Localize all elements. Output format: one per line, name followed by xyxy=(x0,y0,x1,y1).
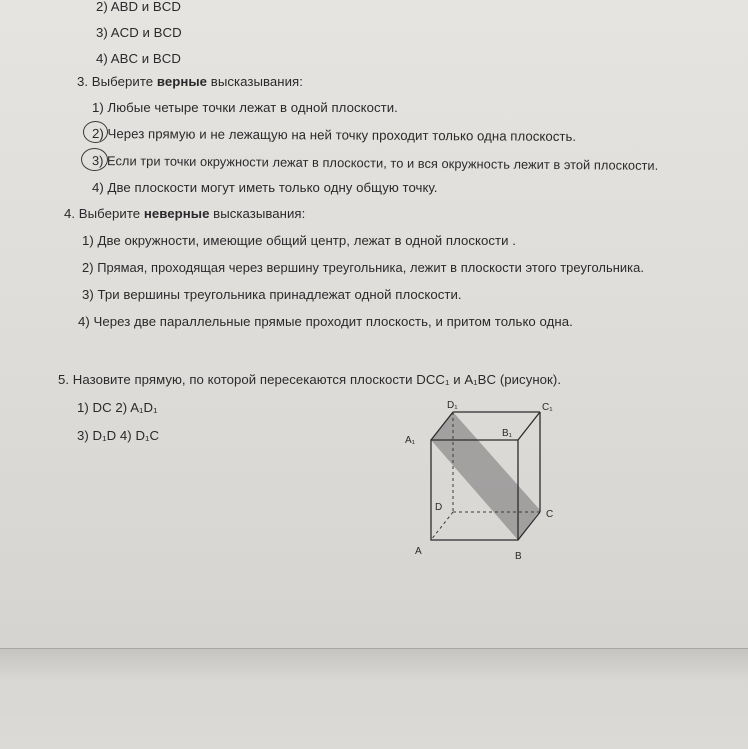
q3-heading-prefix: 3. Выберите xyxy=(77,74,157,89)
q2-option-3: 3) ACD и BCD xyxy=(96,25,182,40)
q5-question: 5. Назовите прямую, по которой пересекаются плоскости DCC₁ и A₁BC (рисунок). xyxy=(58,372,562,387)
q4-heading-prefix: 4. Выберите xyxy=(64,206,144,221)
q4-heading-bold: неверные xyxy=(143,206,210,221)
q3-heading-bold: верные xyxy=(156,74,208,89)
q4-item-1: 1) Две окружности, имеющие общий центр, лежат в одной плоскости . xyxy=(82,233,516,248)
vertex-label-b: B xyxy=(515,551,522,562)
q3-item-3: 3) Если три точки окружности лежат в плоскости, то и вся окружность лежит в этой плоскости. xyxy=(91,153,659,173)
q4-item-2: 2) Прямая, проходящая через вершину треугольника, лежит в плоскости этого треугольника. xyxy=(82,260,644,275)
q4-heading-suffix: высказывания: xyxy=(209,206,306,221)
shaded-section xyxy=(431,412,540,540)
q3-item-4: 4) Две плоскости могут иметь только одну общую точку. xyxy=(92,180,438,195)
vertex-label-c: C xyxy=(546,509,554,520)
vertex-label-a1: A₁ xyxy=(405,435,416,446)
q2-option-2: 2) ABD и BCD xyxy=(96,0,181,14)
q4-item-3: 3) Три вершины треугольника принадлежат одной плоскости. xyxy=(82,287,462,302)
q3-item-2: 2) Через прямую и не лежащую на ней точку проходит только одна плоскость. xyxy=(91,126,577,144)
q2-option-4: 4) ABC и BCD xyxy=(96,51,181,66)
vertex-label-d1: D₁ xyxy=(447,400,458,411)
vertex-label-d: D xyxy=(435,502,443,513)
q3-item-1: 1) Любые четыре точки лежат в одной плоскости. xyxy=(92,100,398,115)
vertex-label-b1: B₁ xyxy=(502,428,513,439)
q5-answers-row2: 3) D₁D 4) D₁C xyxy=(77,428,160,443)
q3-heading-suffix: высказывания: xyxy=(207,74,303,89)
vertex-label-a: A xyxy=(415,546,422,557)
q4-item-4: 4) Через две параллельные прямые проходит плоскость, и притом только одна. xyxy=(78,314,573,329)
vertex-label-c1: C₁ xyxy=(542,402,553,413)
q5-answers-row1: 1) DC 2) A₁D₁ xyxy=(77,400,158,415)
